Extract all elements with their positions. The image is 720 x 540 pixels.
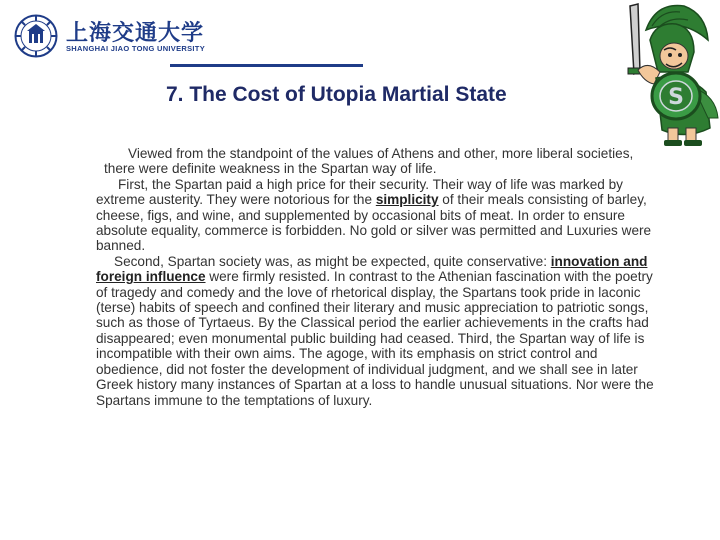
university-logo bbox=[14, 14, 205, 58]
shield-letter: S bbox=[668, 85, 684, 110]
page-title: 7. The Cost of Utopia Martial State bbox=[166, 83, 507, 106]
paragraph-first bbox=[96, 177, 666, 254]
paragraph-text: Viewed from the standpoint of the values of Athens and other, more liberal societies, there were definite weakness in the Spartan way of life. bbox=[104, 146, 634, 177]
logo-chinese-text: 上海交通大学 bbox=[66, 20, 205, 46]
underlined-term: simplicity bbox=[375, 192, 439, 208]
paragraph-second bbox=[96, 254, 666, 408]
underlined-term: innovation and foreign influence bbox=[96, 253, 648, 285]
paragraph-text: First, the Spartan paid a high price for their security. Their way of life was marked by extreme austerity. They were notorious for the bbox=[96, 176, 623, 208]
paragraph-text: of their meals consisting of barley, cheese, figs, and wine, and supplemented by occasional bits of meat. In order to ensure absolute equality, commerce is forbidden. No gold or silver was permitted and Luxuries were banned. bbox=[96, 192, 652, 254]
paragraph-text: Second, Spartan society was, as might be expected, quite conservative: bbox=[114, 253, 551, 269]
university-emblem-icon bbox=[14, 14, 58, 58]
logo-english-text: SHANGHAI JIAO TONG UNIVERSITY bbox=[66, 44, 205, 53]
paragraph-text: were firmly resisted. In contrast to the Athenian fascination with the poetry of tragedy and comedy and the love of rhetorical display, the Spartans took pride in laconic (terse) habits of speech and confined their literary and music appreciation to patriotic songs, such as those of Tyrtaeus. By the Classical period the earlier achievements in the crafts had disappeared; even monumental public building had ceased. Third, the Spartan way of life is incompatible with their own aims. The agoge, with its emphasis on strict control and obedience, did not foster the development of individual judgment, and we shall see in later Greek history many instances of Spartan at a loss to handle unusual situations. Nor were the Spartans immune to the temptations of luxury. bbox=[96, 269, 654, 408]
title-divider bbox=[170, 64, 363, 67]
paragraph-viewed bbox=[96, 146, 666, 177]
spartan-mascot-icon bbox=[576, 0, 720, 148]
body-text bbox=[96, 146, 666, 408]
